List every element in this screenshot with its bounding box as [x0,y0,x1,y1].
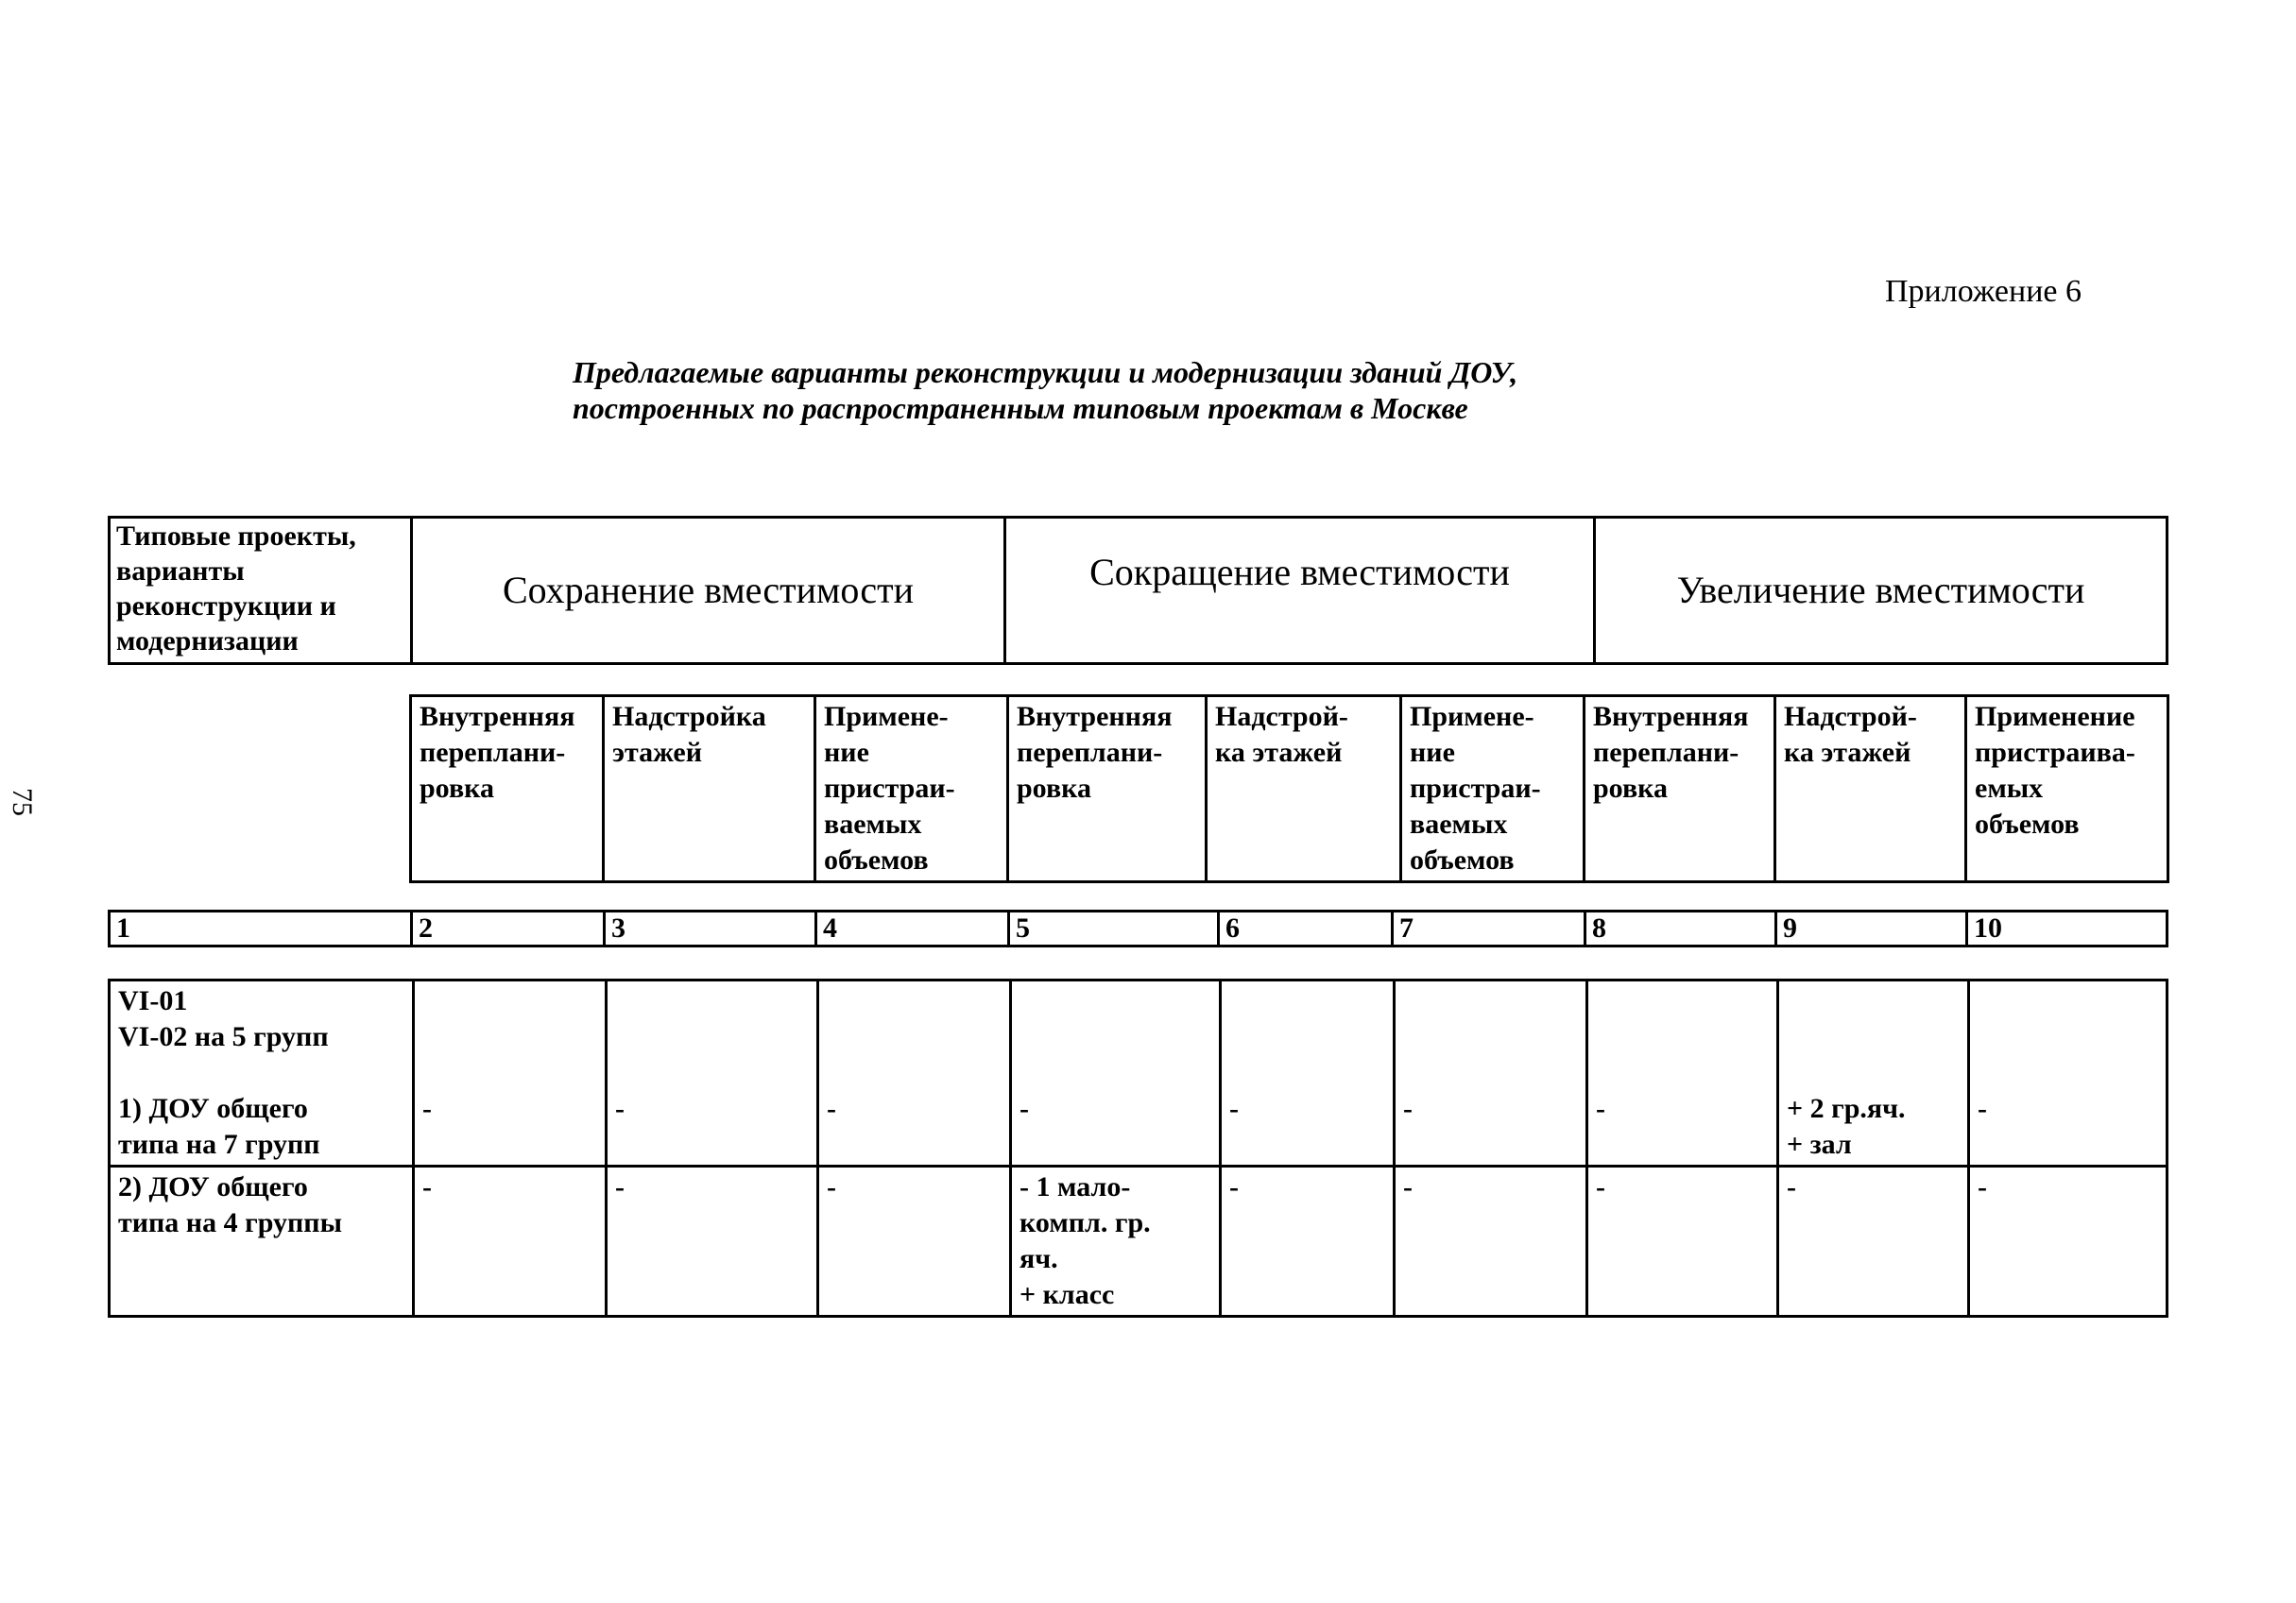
subheader-cell [1775,696,1966,882]
subheader-line: переплани- [1017,737,1163,768]
table-cell: - [414,1167,607,1317]
row-label-line: 1) ДОУ общего [118,1093,308,1124]
page-number: 75 [7,788,38,816]
subheader-line: переплани- [1593,737,1739,768]
table-cell: - [1221,981,1395,1167]
table-row [110,981,2167,1167]
title-line-2: построенных по распространенным типовым проектам в Москве [573,391,1468,425]
subheader-line: ваемых [1410,809,1508,840]
corner-line: модернизации [116,625,299,657]
subheader-line: этажей [612,737,703,768]
row-label [110,981,414,1167]
table-cell: - [1221,1167,1395,1317]
subheader-line: переплани- [420,737,566,768]
subheader-line: емых [1975,773,2044,804]
column-number: 2 [412,912,605,946]
subheader-line: Надстрой- [1784,701,1917,732]
appendix-label: Приложение 6 [1885,274,2082,309]
group-preserve-capacity: Сохранение вместимости [412,518,1005,664]
header-corner-cell [110,518,412,664]
subheader-line: объемов [1975,809,2080,840]
subheader-line: ваемых [824,809,922,840]
subheader-line: ровка [1017,773,1091,804]
subheader-line: Надстройка [612,701,766,732]
subheader-line: Надстрой- [1215,701,1348,732]
column-number: 8 [1585,912,1776,946]
subheader-line: Внутренняя [1017,701,1173,732]
subheader-line: ние [824,737,869,768]
subheader-line: объемов [824,844,929,876]
column-number: 1 [110,912,412,946]
column-number: 7 [1393,912,1585,946]
subheader-cell [815,696,1008,882]
column-number: 5 [1009,912,1219,946]
row-label-line [118,1055,404,1091]
corner-line: реконструкции и [116,590,336,622]
table-cell: - 1 мало- компл. гр. яч. + класс [1011,1167,1221,1317]
subheader-line: Применение [1975,701,2135,732]
subheader-line: ка этажей [1784,737,1911,768]
projects-table [108,979,2168,1318]
row-label [110,1167,414,1317]
subheader-line: пристраива- [1975,737,2135,768]
subheader-cell [1966,696,2168,882]
table-cell: - [607,1167,818,1317]
table-cell: - [1587,981,1778,1167]
column-number-table [108,910,2168,947]
corner-line: варианты [116,555,245,587]
subheader-table [409,694,2169,883]
title-line-1: Предлагаемые варианты реконструкции и модернизации зданий ДОУ, [573,355,1518,389]
subheader-line: пристраи- [824,773,955,804]
column-number: 10 [1967,912,2167,946]
row-label-line: 2) ДОУ общего [118,1171,308,1202]
subheader-line: Внутренняя [420,701,575,732]
table-cell: - [818,981,1011,1167]
table-cell: - [1587,1167,1778,1317]
table-cell: - [607,981,818,1167]
subheader-line: объемов [1410,844,1515,876]
corner-line: Типовые проекты, [116,520,356,552]
subheader-line: ка этажей [1215,737,1343,768]
row-label-line: типа на 7 групп [118,1129,320,1160]
subheader-line: ние [1410,737,1455,768]
table-cell: - [414,981,607,1167]
header-table [108,516,2168,665]
table-cell: - [1011,981,1221,1167]
table-cell: - [1969,981,2167,1167]
row-label-line: типа на 4 группы [118,1207,342,1238]
column-number: 4 [816,912,1009,946]
subheader-line: пристраи- [1410,773,1541,804]
group-reduce-capacity: Сокращение вместимости [1005,518,1595,664]
table-cell: - [1395,1167,1587,1317]
row-label-line: VI-01 [118,985,188,1016]
column-number: 6 [1219,912,1393,946]
subheader-line: ровка [1593,773,1668,804]
table-cell: - [1395,981,1587,1167]
document-title [573,354,1706,426]
subheader-line: Примене- [824,701,949,732]
group-increase-capacity: Увеличение вместимости [1595,518,2167,664]
subheader-cell [1585,696,1775,882]
column-number: 3 [605,912,816,946]
subheader-cell [1207,696,1401,882]
table-cell: - [818,1167,1011,1317]
subheader-line: ровка [420,773,494,804]
table-row [110,1167,2167,1317]
subheader-cell [1401,696,1585,882]
table-cell: - [1969,1167,2167,1317]
table-cell: + 2 гр.яч. + зал [1778,981,1969,1167]
table-cell: - [1778,1167,1969,1317]
row-label-line: VI-02 на 5 групп [118,1021,329,1052]
subheader-line: Примене- [1410,701,1534,732]
column-number: 9 [1776,912,1967,946]
subheader-cell [604,696,815,882]
subheader-cell [411,696,604,882]
subheader-cell [1008,696,1207,882]
subheader-line: Внутренняя [1593,701,1749,732]
